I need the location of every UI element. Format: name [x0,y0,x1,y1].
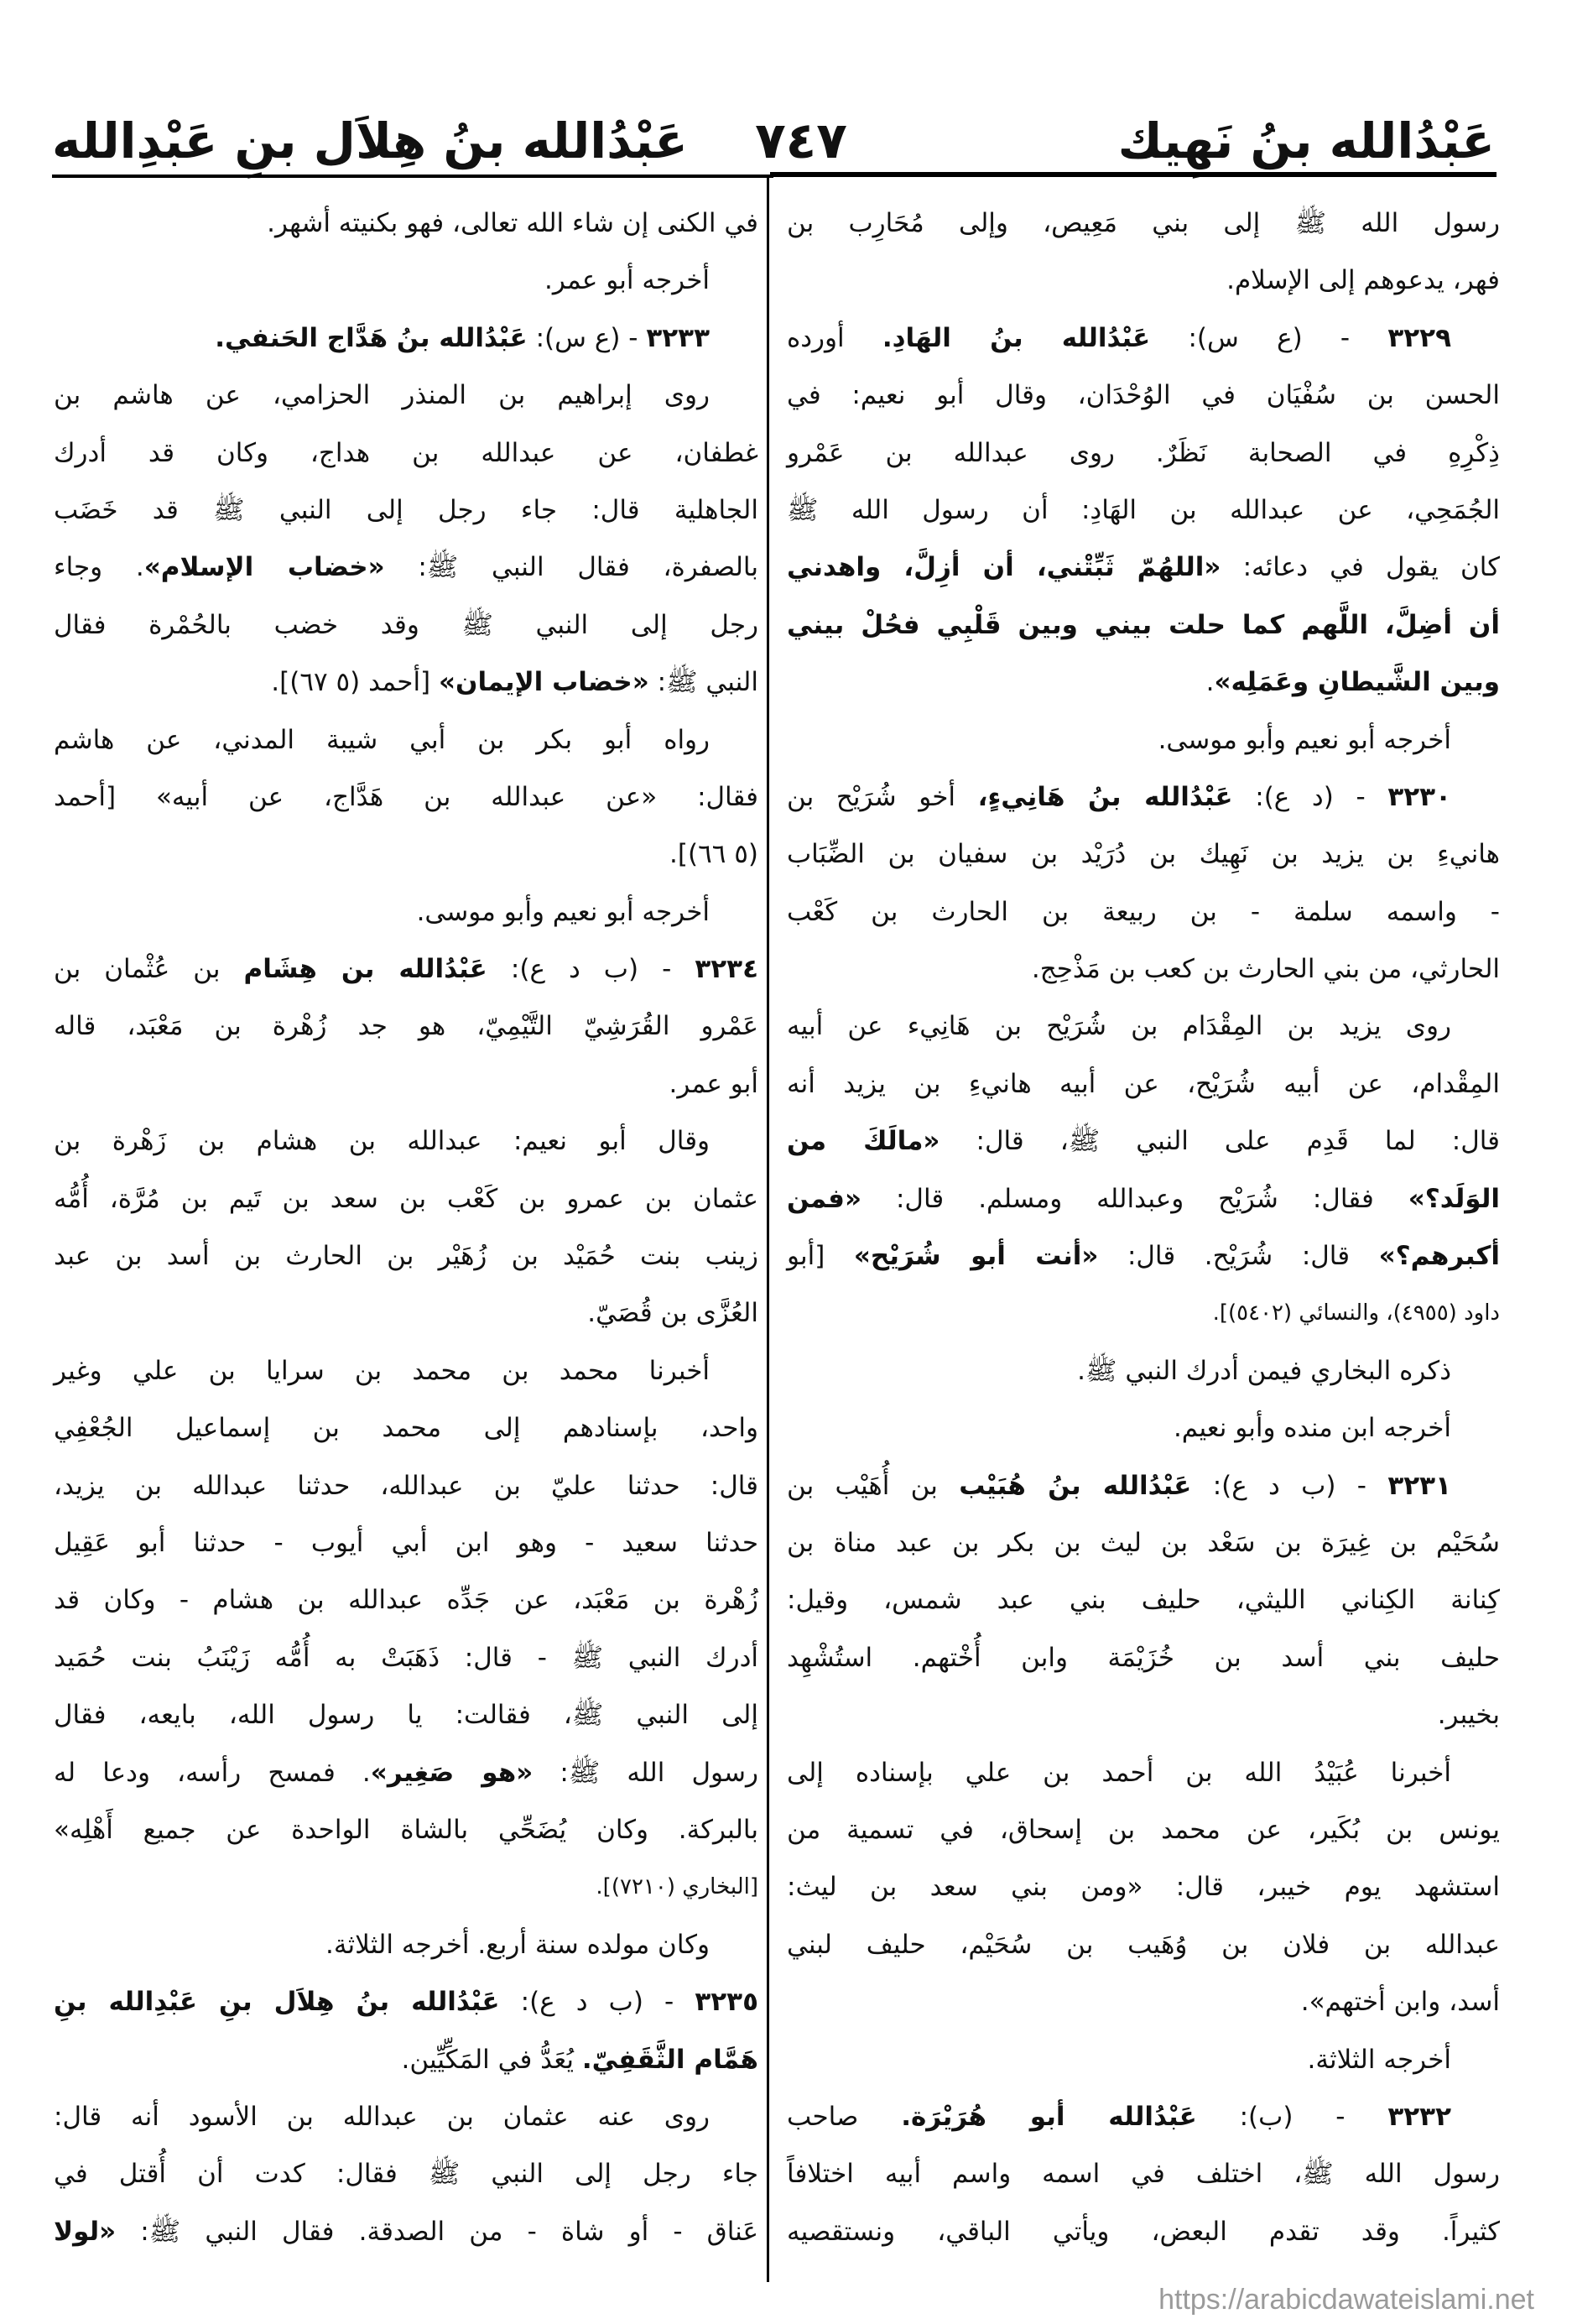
header-rule-right [770,172,1497,177]
text-run: استشهد يوم خيبر، قال: «ومن بني سعد بن ليث: [787,1872,1500,1903]
text-line [787,711,1500,769]
text-run: إلى النبي ﷺ، فقالت: يا رسول الله، بايعه، فقال [54,1700,758,1731]
bold-text: عَبْدُالله بنُ الهَادِ. [882,322,1151,353]
text-line [54,252,758,309]
bold-text: ٣٢٣٢ [1387,2101,1451,2132]
text-run: يُعَدُّ في المَكِّيِّين. [401,2044,582,2075]
bold-text: «اللهُمّ ثَبِّتْني، أن أزِلَّ، واهدني [787,552,1221,583]
bold-text: ٣٢٢٩ [1387,322,1451,353]
text-run: - (ع س): [527,322,647,353]
text-run: - واسمه سلمة - بن ربيعة بن الحارث بن كَعْب [787,896,1500,927]
text-line [54,195,758,252]
text-run: كِنانة الكِناني الليثي، حليف بني عبد شمس، وقيل: [787,1585,1500,1616]
bold-text: أكبرهم؟» [1378,1241,1500,1272]
text-run: روى عنه عثمان بن عبدالله بن الأسود أنه قال: [54,2101,710,2132]
text-run: (٥ ٦٦)]. [669,839,758,870]
text-line [54,1744,758,1801]
text-line [787,826,1500,883]
text-line [54,998,758,1055]
text-line [787,252,1500,309]
text-line [787,310,1500,367]
text-run: حدثنا سعيد - وهو ابن أبي أيوب - حدثنا أبو عَقِيل [54,1527,758,1558]
bold-text: وبين الشَّيطانِ وعَمَلِه» [1214,667,1500,698]
bold-text: ٣٢٣١ [1387,1470,1451,1501]
text-run: واحد، بإسنادهم إلى محمد بن إسماعيل الجُعْفِي [54,1413,758,1444]
text-run: فقال: شُرَيْح وعبدالله ومسلم. قال: [861,1183,1408,1214]
text-run: رسول الله ﷺ، اختلف في اسمه واسم أبيه اختلافاً [787,2159,1500,2190]
text-run: داود (٤٩٥٥)، والنسائي (٥٤٠٢)]. [1212,1300,1500,1326]
text-run: - (ب د ع): [487,954,695,985]
text-line [787,1801,1500,1858]
text-line [54,1112,758,1170]
text-run: حليف بني أسد بن خُزَيْمَة وابن أُخْتهم. استُشْهِد [787,1642,1500,1673]
text-line [787,597,1500,654]
page-number: ٧٤٧ [755,112,847,170]
text-run: . وجاء [54,552,144,583]
text-line [54,425,758,482]
text-run: رواه أبو بكر بن أبي شيبة المدني، عن هاشم [54,724,710,755]
text-run: رجل إلى النبي ﷺ وقد خضب بالحُمْرة فقال [54,609,758,640]
text-run: كثيراً. وقد تقدم البعض، ويأتي الباقي، ونستقصيه [787,2216,1500,2247]
text-line [54,1629,758,1686]
text-line [787,1227,1500,1284]
text-run: غطفان، عن عبدالله بن هداج، وكان قد أدرك [54,437,758,468]
right-column [787,195,1500,2260]
text-line [54,1342,758,1399]
text-line [787,1916,1500,1973]
text-run: الحارثي، من بني الحارث بن كعب بن مَذْحِج. [1031,954,1500,985]
text-line [787,1744,1500,1801]
bold-text: عَبْدُالله بنُ هُبَيْب [959,1470,1192,1501]
text-run: صاحب [787,2101,902,2132]
text-run: عَمْرو القُرَشِيّ التَّيْمِيّ، هو جد زُهْرة بن مَعْبَد، قاله [54,1011,758,1042]
text-line [787,654,1500,711]
text-line [54,1916,758,1973]
text-run: أورده [787,322,882,353]
header-rule-left [52,175,773,178]
text-line [787,1284,1500,1342]
bold-text: «أنت أبو شُرَيْح» [853,1241,1099,1272]
bold-text: ٣٢٣٠ [1387,781,1452,812]
bold-text: «هو صَغِير» [370,1757,534,1788]
text-line [787,1858,1500,1915]
text-run: الجُمَحِي، عن عبدالله بن الهَادِ: أن رسول الله ﷺ [787,494,1500,525]
text-run: . [1205,667,1215,698]
text-line [787,1170,1500,1227]
text-run: زينب بنت حُمَيْد بن زُهَيْر بن الحارث بن أسد بن عبد [54,1241,758,1272]
bold-text: عَبْدُالله بن هِشَام [243,954,487,985]
bold-text: «فمن [787,1183,862,1214]
text-line [54,883,758,941]
text-run: أخرجه أبو نعيم وأبو موسى. [1158,724,1451,755]
bold-text: عَبْدُالله بنُ هَانِيءٍ، [977,781,1233,812]
text-run: قال: حدثنا عليّ بن عبدالله، حدثنا عبدالله بن يزيد، [54,1470,758,1501]
text-line [54,1399,758,1456]
text-run: [أحمد (٥ ٦٧)]. [271,667,440,698]
text-line [787,1342,1500,1399]
text-line [54,597,758,654]
text-run: الجاهلية قال: جاء رجل إلى النبي ﷺ قد خَضَب [54,494,758,525]
text-run: في الكنى إن شاء الله تعالى، فهو بكنيته أشهر. [267,208,758,238]
bold-text: «لولا [54,2216,117,2247]
text-run: رسول الله ﷺ: [533,1757,758,1788]
text-run: وكان مولده سنة أربع. أخرجه الثلاثة. [325,1929,710,1960]
text-line [787,1686,1500,1743]
text-line [54,1055,758,1112]
text-line [54,2203,758,2260]
text-line [54,1686,758,1743]
text-run: بالبركة. وكان يُضَحِّي بالشاة الواحدة عن جميع أَهْلِه» [54,1814,758,1845]
text-line [54,1571,758,1628]
bold-text: أن أضِلَّ، اللَّهم كما حلت بيني وبين قَلْبِي فحُلْ بيني [787,609,1500,640]
text-run: أسد، وابن أختهم». [1300,1987,1500,2018]
text-run: بخيبر. [1437,1700,1500,1731]
text-run: هانيءِ بن يزيد بن نَهِيك بن دُرَيْد بن سفيان بن الضِّبَاب [787,839,1500,870]
text-line [787,539,1500,596]
text-line [54,1170,758,1227]
text-line [54,1858,758,1915]
bold-text: ٣٢٣٤ [695,954,759,985]
text-line [54,2145,758,2202]
text-line [787,883,1500,941]
bold-text: ٣٢٣٣ [646,322,710,353]
text-run: العُزَّى بن قُصَيّ. [587,1298,758,1329]
text-run: - (ب): [1196,2101,1388,2132]
column-divider [767,176,769,2282]
text-run: كان يقول في دعائه: [1221,552,1500,583]
text-run: يونس بن بُكَير، عن محمد بن إسحاق، في تسمية من [787,1814,1500,1845]
bold-text: عَبْدُالله بنُ هَدَّاج الحَنفي. [215,322,528,353]
running-head-left: عَبْدُالله بنُ هِلاَل بنِ عَبْدِالله [52,112,688,169]
text-run: أخبرنا عُبَيْدُ الله بن أحمد بن علي بإسناده إلى [787,1757,1451,1788]
text-run: بن عُثْمان بن [54,954,244,985]
text-line [787,425,1500,482]
text-run: [أبو [787,1241,854,1272]
text-line [787,1514,1500,1571]
text-line [54,1973,758,2030]
text-line [54,826,758,883]
text-run: بن أُهَيْب بن [787,1470,960,1501]
text-run: عبدالله بن فلان بن وُهَيب بن سُحَيْم، حليف لبني [787,1929,1500,1960]
text-run: ذكره البخاري فيمن أدرك النبي ﷺ. [1077,1355,1451,1386]
bold-text: هَمَّام الثَّقَفِيّ. [581,2044,758,2075]
running-head-right: عَبْدُالله بنُ نَهِيك [1117,112,1495,169]
text-run: . فمسح رأسه، ودعا له [54,1757,371,1788]
text-line [54,1284,758,1342]
bold-text: الوَلَد؟» [1408,1183,1500,1214]
text-run: أخبرنا محمد بن محمد بن سرايا بن علي وغير [54,1355,710,1386]
text-line [54,711,758,769]
text-line [787,2203,1500,2260]
text-run: النبي ﷺ: [648,667,758,698]
text-run: - (ع س): [1150,322,1388,353]
text-run: سُحَيْم بن غِيرَة بن سَعْد بن ليث بن بكر بن عبد مناة بن [787,1527,1500,1558]
left-column [54,195,758,2260]
text-run: قال: شُرَيْح. قال: [1098,1241,1379,1272]
text-line [787,1629,1500,1686]
text-run: - (ب د ع): [499,1987,695,2018]
text-run: أخرجه الثلاثة. [1307,2044,1451,2075]
text-run: وقال أبو نعيم: عبدالله بن هشام بن زَهْرة بن [54,1126,710,1157]
text-line [787,1973,1500,2030]
text-line [54,310,758,367]
text-run: روى إبراهيم بن المنذر الحزامي، عن هاشم بن [54,380,710,411]
text-line [54,367,758,424]
text-line [787,1571,1500,1628]
text-line [54,539,758,596]
text-run: عثمان بن عمرو بن كَعْب بن سعد بن تَيم بن مُرَّة، أُمُّه [54,1183,758,1214]
text-line [54,1801,758,1858]
text-run: فقال: «عن عبدالله بن هَدَّاج، عن أبيه» [أحمد [54,781,758,812]
text-run: - (د ع): [1232,781,1388,812]
text-run: رسول الله ﷺ إلى بني مَعِيص، وإلى مُحَارِب بن [787,208,1500,238]
text-line [787,195,1500,252]
text-run: قال: لما قَدِم على النبي ﷺ، قال: [940,1126,1501,1157]
text-line [54,769,758,826]
text-line [787,367,1500,424]
text-run: [البخاري (٧٢١٠)]. [596,1874,758,1900]
text-run: أدرك النبي ﷺ - قال: ذَهَبَتْ به أُمُّه زَيْنَبُ بنت حُمَيد [54,1642,758,1673]
text-run: أبو عمر. [669,1068,758,1099]
text-run: فهر، يدعوهم إلى الإسلام. [1226,265,1500,296]
bold-text: «خضاب الإسلام» [143,552,385,583]
text-line [54,1457,758,1514]
text-run: أخو شُرَيْح بن [787,781,978,812]
text-run: أخرجه أبو عمر. [544,265,710,296]
watermark-url: https://arabicdawateislami.net [1158,2284,1534,2316]
text-line [787,2145,1500,2202]
text-run: ذِكْرِهِ في الصحابة نَظَرٌ. روى عبدالله بن عَمْرو [787,437,1500,468]
text-line [787,482,1500,539]
bold-text: ٣٢٣٥ [695,1987,758,2018]
text-run: بالصفرة، فقال النبي ﷺ: [384,552,758,583]
text-line [787,1055,1500,1112]
text-run: أخرجه أبو نعيم وأبو موسى. [416,896,710,927]
bold-text: عَبْدُالله أبو هُرَيْرَة. [901,2101,1197,2132]
text-run: عَناق - أو شاة - من الصدقة. فقال النبي ﷺ: [116,2216,758,2247]
text-line [54,941,758,998]
bold-text: «مالَكَ من [787,1126,940,1157]
text-line [787,998,1500,1055]
text-line [787,769,1500,826]
text-line [787,941,1500,998]
text-run: أخرجه ابن منده وأبو نعيم. [1173,1413,1451,1444]
text-run: زُهْرة بن مَعْبَد، عن جَدِّه عبدالله بن هشام - وكان قد [54,1585,758,1616]
text-run: روى يزيد بن المِقْدَام بن شُرَيْح بن هَانِيء عن أبيه [787,1011,1451,1042]
text-run: المِقْدام، عن أبيه شُرَيْح، عن أبيه هانيءِ بن يزيد أنه [787,1068,1500,1099]
text-line [787,2031,1500,2088]
text-line [54,2031,758,2088]
text-line [787,1457,1500,1514]
text-line [787,1399,1500,1456]
text-line [54,482,758,539]
text-run: جاء رجل إلى النبي ﷺ فقال: كدت أن أُقتل في [54,2159,758,2190]
text-line [54,1227,758,1284]
text-run: الحسن بن سُفْيَان في الوُحْدَان، وقال أبو نعيم: في [787,380,1500,411]
text-line [787,2088,1500,2145]
bold-text: عَبْدُالله بنُ هِلاَل بنِ عَبْدِالله بنِ [54,1987,500,2018]
text-line [54,654,758,711]
text-line [54,2088,758,2145]
text-line [787,1112,1500,1170]
text-line [54,1514,758,1571]
bold-text: «خضاب الإيمان» [439,667,649,698]
text-run: - (ب د ع): [1191,1470,1388,1501]
